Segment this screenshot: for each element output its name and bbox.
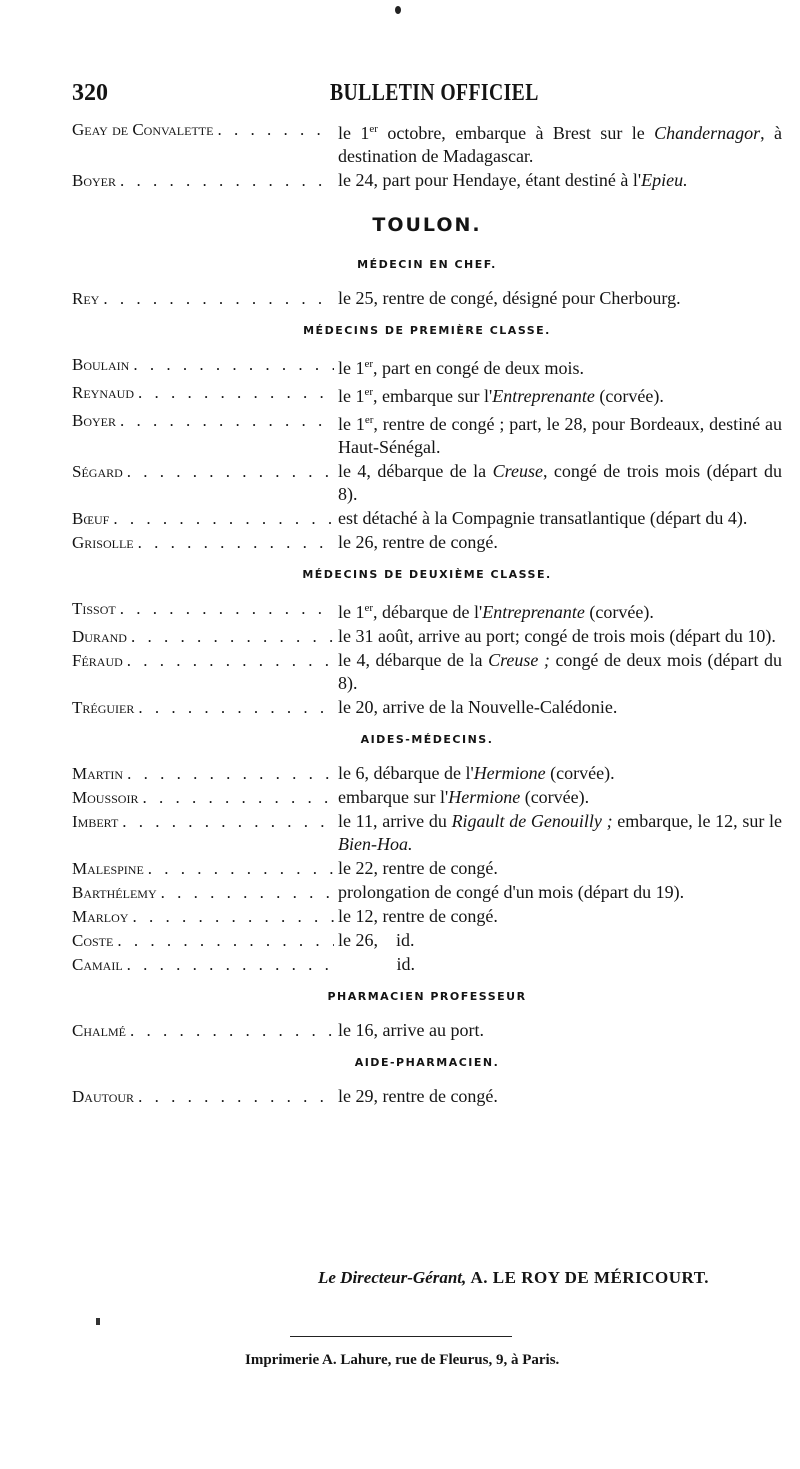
entry-name-col (72, 881, 334, 904)
entry-text-segment: le 1 (338, 414, 365, 434)
entry-text-segment: , rentre de congé ; part, le 28, pour Bordeaux, destiné au Haut-Sénégal. (338, 414, 787, 457)
leader-dots (123, 953, 334, 976)
entry-text-segment: le 4, débarque de la (338, 650, 489, 670)
entry-text-segment: er (364, 386, 374, 398)
entry-row (72, 953, 782, 976)
leader-dots (134, 381, 334, 404)
entry-name: Tissot (72, 599, 116, 618)
entry-name-col (72, 786, 334, 809)
entry-name: Rey (72, 289, 100, 308)
entry-row (72, 409, 787, 459)
entry-name-col (72, 118, 334, 141)
entry-text-segment: er (369, 123, 378, 135)
entry-row (72, 353, 782, 380)
entry-text-segment: Creuse ; (488, 650, 550, 670)
entry-row (72, 381, 782, 408)
entry-text-segment: , embarque sur l' (373, 386, 493, 406)
entry-name-col (72, 1085, 334, 1108)
leader-dots (134, 696, 334, 719)
entry-description (334, 929, 782, 952)
entry-row (72, 649, 787, 695)
entry-name-col (72, 857, 334, 880)
entry-description (334, 696, 782, 719)
leader-dots (134, 1085, 334, 1108)
entry-text-segment: le 29, rentre de congé. (338, 1086, 498, 1106)
entry-name: Barthélemy (72, 883, 157, 902)
entry-text-segment: le 1 (338, 602, 365, 622)
entry-description (334, 1085, 782, 1108)
entry-name-col (72, 460, 334, 483)
leader-dots (116, 409, 334, 432)
entry-description (334, 1019, 782, 1042)
entry-text-segment: le 6, débarque de l' (338, 763, 474, 783)
footer-rule (290, 1336, 512, 1337)
entry-row (72, 597, 782, 624)
entry-description (334, 625, 782, 648)
entry-text-segment: le 4, débarque de la (338, 461, 493, 481)
entry-row (72, 786, 782, 809)
entry-text-segment: Creuse (492, 461, 543, 481)
section-heading: AIDE-PHARMACIEN. (354, 1056, 500, 1069)
entry-name-col (72, 507, 334, 530)
entry-text-segment: , congé de trois mois (départ du 8). (338, 461, 787, 504)
leader-dots (116, 169, 334, 192)
entry-name-col (72, 953, 334, 976)
leader-dots (129, 353, 334, 376)
entry-text-segment: (corvée). (584, 602, 654, 622)
entry-text-segment: Entreprenante (482, 602, 585, 622)
entry-description (334, 762, 782, 785)
entry-name: Tréguier (72, 698, 135, 717)
leader-dots (123, 460, 334, 483)
entry-name-col (72, 409, 334, 432)
entry-row (72, 810, 787, 856)
entry-name: Moussoir (72, 788, 139, 807)
entry-description (334, 786, 782, 809)
entry-text-segment: le 31 août, arrive au port; congé de trois mois (départ du 10). (338, 626, 776, 646)
entry-name: Boulain (72, 355, 130, 374)
entry-description (334, 953, 782, 976)
entry-text-segment: , débarque de l' (373, 602, 483, 622)
entry-name-col (72, 625, 334, 648)
leader-dots (118, 810, 334, 833)
leader-dots (144, 857, 334, 880)
entry-text-segment: , part en congé de deux mois. (373, 358, 584, 378)
city-heading: TOULON. (372, 214, 482, 236)
entry-name: Boyer (72, 411, 117, 430)
entry-name-col (72, 1019, 334, 1042)
page-header (0, 80, 800, 110)
ink-dot (395, 6, 401, 14)
entry-description (334, 649, 787, 695)
entry-text-segment: Hermione (473, 763, 546, 783)
signature-name: A. LE ROY DE MÉRICOURT. (470, 1268, 710, 1287)
entry-row (72, 881, 782, 904)
section-heading: MÉDECIN EN CHEF. (357, 258, 497, 271)
entry-text-segment: Entreprenante (492, 386, 595, 406)
entry-name: Marloy (72, 907, 129, 926)
entry-row (72, 625, 782, 648)
leader-dots (213, 118, 334, 141)
entry-name-col (72, 696, 334, 719)
entry-name-col (72, 169, 334, 192)
entry-text-segment: le 11, arrive du (338, 811, 452, 831)
section-heading: MÉDECINS DE DEUXIÈME CLASSE. (302, 568, 552, 581)
entry-description (334, 507, 782, 530)
entry-name-col (72, 353, 334, 376)
entry-name: Camail (72, 955, 123, 974)
entry-description (334, 881, 782, 904)
entry-name: Durand (72, 627, 127, 646)
printer-imprint: Imprimerie A. Lahure, rue de Fleurus, 9, à Paris. (245, 1352, 560, 1368)
entry-name-col (72, 531, 334, 554)
entry-name: Ségard (72, 462, 123, 481)
entry-name: Boyer (72, 171, 117, 190)
leader-dots (134, 531, 334, 554)
entry-text-segment: le 20, arrive de la Nouvelle-Calédonie. (338, 697, 618, 717)
entry-text-segment: le 1 (338, 386, 365, 406)
leader-dots (138, 786, 334, 809)
entry-name: Martin (72, 764, 124, 783)
entry-text-segment: Rigault de Genouilly ; (451, 811, 613, 831)
section-heading: AIDES-MÉDECINS. (360, 733, 494, 746)
entry-name: Grisolle (72, 533, 134, 552)
entry-name: Dautour (72, 1087, 135, 1106)
entry-name: Féraud (72, 651, 123, 670)
entry-text-segment: est détaché à la Compagnie transatlantique (départ du 4). (338, 508, 748, 528)
entries-list (72, 118, 787, 1109)
entry-row (72, 696, 782, 719)
entry-name: Reynaud (72, 383, 134, 402)
entry-name: Imbert (72, 812, 119, 831)
entry-row (72, 1085, 782, 1108)
entry-description (334, 118, 787, 168)
entry-description (334, 857, 782, 880)
entry-text-segment: le 12, rentre de congé. (338, 906, 498, 926)
leader-dots (99, 287, 334, 310)
entry-name-col (72, 929, 334, 952)
section-heading: PHARMACIEN PROFESSEUR (327, 990, 527, 1003)
entry-text-segment: embarque sur l' (338, 787, 449, 807)
entry-name-col (72, 762, 334, 785)
entry-name-col (72, 381, 334, 404)
entry-text-segment: er (364, 602, 374, 614)
entry-name-col (72, 287, 334, 310)
entry-text-segment: (corvée). (520, 787, 590, 807)
leader-dots (126, 1019, 334, 1042)
entry-text-segment: le 26, id. (338, 930, 415, 950)
entry-row (72, 929, 782, 952)
entry-description (334, 409, 787, 459)
entry-row (72, 905, 782, 928)
entry-description (334, 381, 782, 408)
running-title: BULLETIN OFFICIEL (330, 80, 539, 106)
entry-text-segment: , à destination de Madagascar. (338, 123, 787, 166)
entry-name-col (72, 810, 334, 833)
entry-text-segment: le 25, rentre de congé, désigné pour Cherbourg. (338, 288, 681, 308)
section-heading: MÉDECINS DE PREMIÈRE CLASSE. (303, 324, 551, 337)
entry-row (72, 460, 787, 506)
entry-description (334, 597, 782, 624)
entry-description (334, 460, 787, 506)
entry-text-segment: er (364, 358, 374, 370)
entry-description (334, 810, 787, 856)
entry-text-segment: le 16, arrive au port. (338, 1020, 484, 1040)
entry-text-segment: Epieu. (641, 170, 688, 190)
leader-dots (113, 929, 334, 952)
entry-text-segment: le 24, part pour Hendaye, étant destiné à l' (338, 170, 642, 190)
entry-row (72, 169, 782, 192)
entry-name-col (72, 597, 334, 620)
entry-description (334, 169, 782, 192)
entry-name: Coste (72, 931, 114, 950)
entry-text-segment: (corvée). (594, 386, 664, 406)
entry-text-segment: octobre, embarque à Brest sur le (377, 123, 655, 143)
entry-name-col (72, 649, 334, 672)
entry-text-segment: prolongation de congé d'un mois (départ du 19). (338, 882, 685, 902)
entry-row (72, 507, 782, 530)
entry-text-segment: le 1 (338, 358, 365, 378)
entry-name-col (72, 905, 334, 928)
ink-mark (96, 1318, 100, 1325)
entry-text-segment: Hermione (448, 787, 521, 807)
entry-description (334, 905, 782, 928)
entry-row (72, 762, 782, 785)
entry-name: Chalmé (72, 1021, 127, 1040)
entry-description (334, 353, 782, 380)
entry-text-segment: id. (338, 954, 416, 974)
entry-description (334, 287, 782, 310)
entry-text-segment: le 1 (338, 123, 370, 143)
signature-label: Le Directeur-Gérant, (318, 1268, 467, 1287)
entry-text-segment: Chandernagor (654, 123, 761, 143)
leader-dots (123, 649, 334, 672)
entry-text-segment: le 26, rentre de congé. (338, 532, 498, 552)
leader-dots (116, 597, 334, 620)
entry-row (72, 287, 782, 310)
leader-dots (157, 881, 334, 904)
entry-text-segment: congé de deux mois (départ du 8). (338, 650, 787, 693)
entry-row (72, 531, 782, 554)
leader-dots (109, 507, 334, 530)
signature (318, 1268, 709, 1288)
page-number: 320 (72, 80, 108, 106)
leader-dots (128, 905, 334, 928)
leader-dots (127, 625, 334, 648)
entry-text-segment: embarque, le 12, sur le (612, 811, 787, 831)
entry-name: Geay de Convalette (72, 120, 214, 139)
entry-text-segment: er (364, 414, 374, 426)
entry-row (72, 1019, 782, 1042)
entry-text-segment: (corvée). (545, 763, 615, 783)
entry-row (72, 857, 782, 880)
leader-dots (123, 762, 334, 785)
entry-description (334, 531, 782, 554)
entry-name: Bœuf (72, 509, 110, 528)
entry-text-segment: Bien-Hoa. (338, 834, 413, 854)
entry-row (72, 118, 787, 168)
entry-text-segment: le 22, rentre de congé. (338, 858, 498, 878)
entry-name: Malespine (72, 859, 144, 878)
